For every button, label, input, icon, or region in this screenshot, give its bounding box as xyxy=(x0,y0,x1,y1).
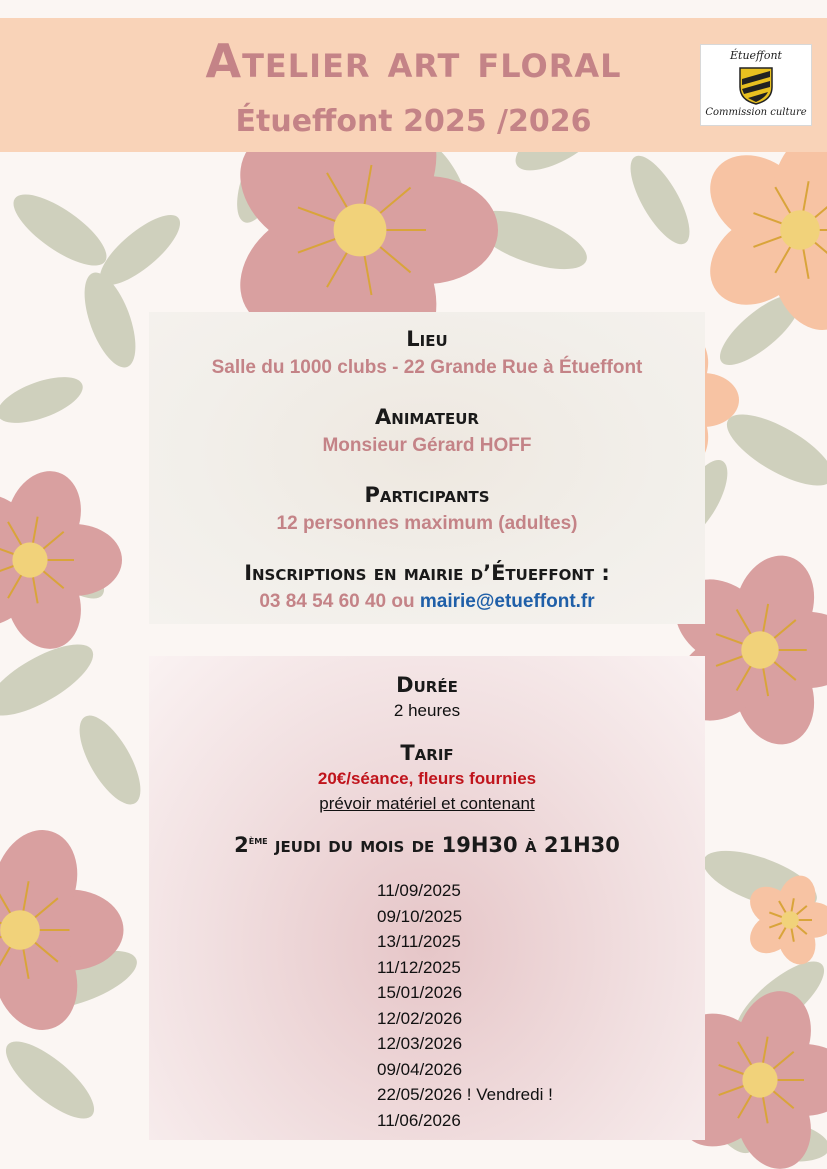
animateur-heading: Animateur xyxy=(375,405,479,429)
contact-line xyxy=(149,590,705,614)
session-date: 09/10/2025 xyxy=(377,906,463,926)
details-panel xyxy=(149,656,705,1140)
flower-center xyxy=(780,210,820,250)
session-date: 12/03/2026 xyxy=(377,1034,463,1053)
leaf-shape xyxy=(74,266,146,374)
tarif-value: 20€/séance, fleurs fournies xyxy=(317,769,537,788)
logo-bottom-text: Commission culture xyxy=(705,107,807,118)
flower-center xyxy=(334,204,387,257)
duree-value: 2 heures xyxy=(393,701,461,720)
session-date: 09/04/2026 xyxy=(377,1059,463,1079)
flower-center xyxy=(741,631,778,668)
commune-logo xyxy=(700,44,812,126)
session-date: 15/01/2026 xyxy=(377,983,463,1002)
leaf-shape xyxy=(3,182,116,278)
coat-of-arms-icon xyxy=(739,67,773,105)
email-link[interactable]: mairie@etueffont.fr xyxy=(419,591,595,612)
leaf-shape xyxy=(0,1029,105,1130)
participants-value: 12 personnes maximum (adultes) xyxy=(276,513,578,534)
participants-heading: Participants xyxy=(364,483,490,507)
session-date: 22/05/2026 ! Vendredi ! xyxy=(377,1085,553,1104)
session-date: 11/06/2026 xyxy=(377,1110,461,1130)
duree-heading: Durée xyxy=(396,673,458,697)
tarif-note: prévoir matériel et contenant xyxy=(319,794,535,813)
page-subtitle: Étueffont 2025 /2026 xyxy=(235,104,592,139)
flower-center xyxy=(12,542,47,577)
leaf-shape xyxy=(717,401,827,499)
schedule-text: jeudi du mois de 19H30 à 21H30 xyxy=(267,833,620,857)
inscriptions-heading: Inscriptions en mairie d’Étueffont : xyxy=(244,561,610,585)
leaf-shape xyxy=(0,368,88,433)
schedule-number: 2 xyxy=(234,833,249,857)
session-date: 12/02/2026 xyxy=(377,1008,463,1028)
lieu-heading: Lieu xyxy=(406,327,448,351)
lieu-value: Salle du 1000 clubs - 22 Grande Rue à Étueffont xyxy=(211,357,643,378)
animateur-value: Monsieur Gérard HOFF xyxy=(322,435,532,456)
session-date: 11/09/2025 xyxy=(377,881,461,900)
session-date: 11/12/2025 xyxy=(377,957,461,977)
dates-list xyxy=(377,878,553,1133)
leaf-shape xyxy=(619,148,700,253)
flower-center xyxy=(781,911,799,929)
schedule-superscript: ème xyxy=(248,833,268,847)
session-date: 13/11/2025 xyxy=(377,932,461,951)
schedule-heading xyxy=(149,827,705,858)
flower-center xyxy=(0,910,40,950)
info-panel xyxy=(149,312,705,624)
leaf-shape xyxy=(68,707,153,814)
flower-center xyxy=(742,1062,777,1097)
page-title: Atelier art floral xyxy=(205,34,622,88)
tarif-heading: Tarif xyxy=(400,741,454,765)
phone-number: 03 84 54 60 40 ou xyxy=(259,591,420,612)
logo-top-text: Étueffont xyxy=(730,49,782,62)
